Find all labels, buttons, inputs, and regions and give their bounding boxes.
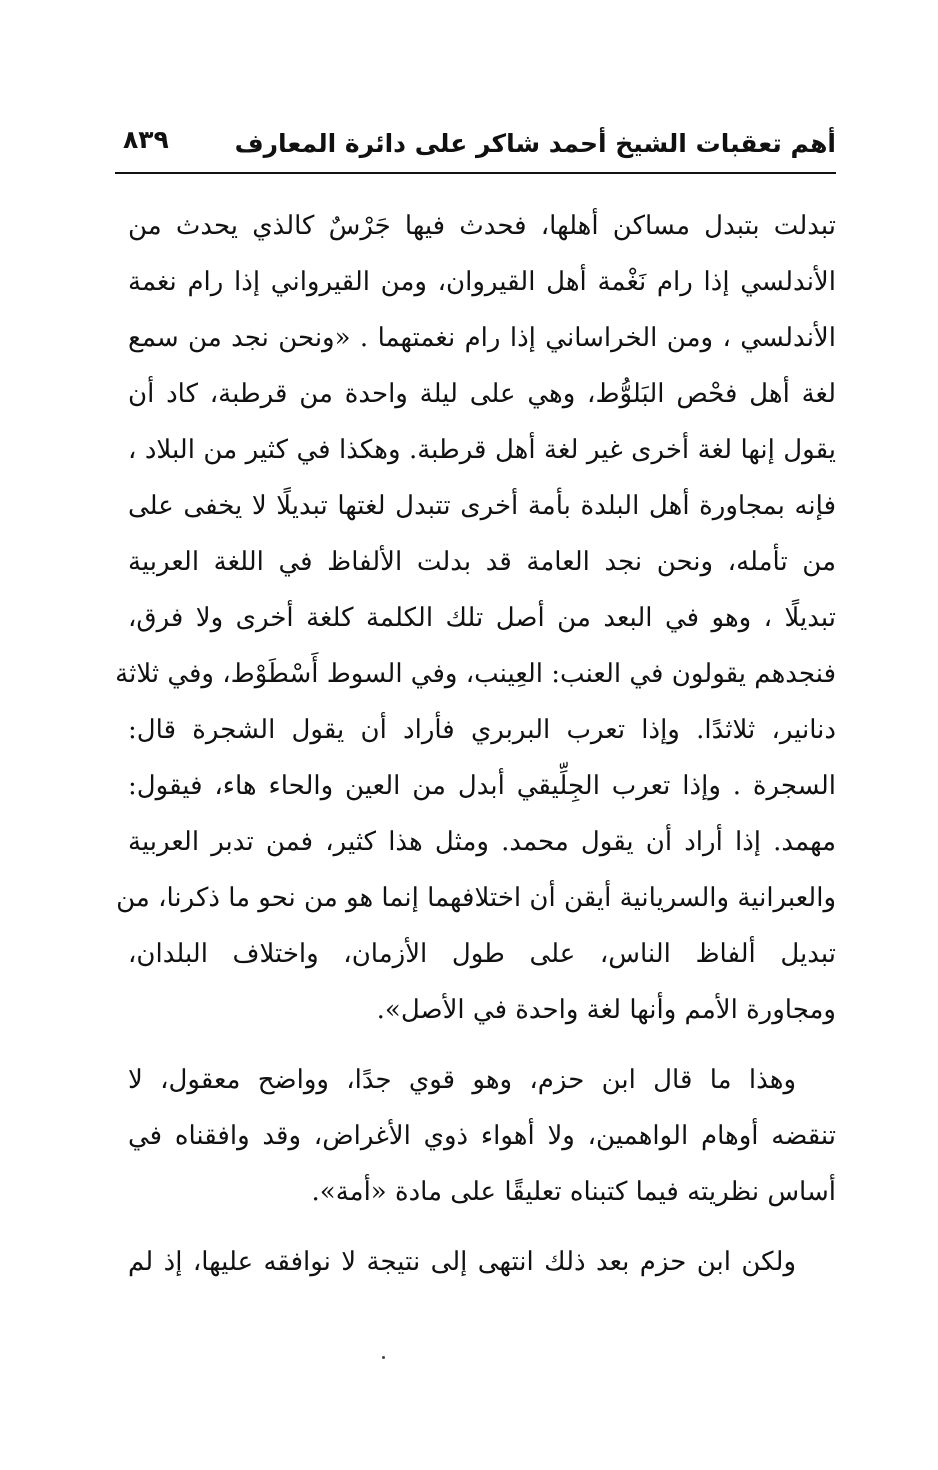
page-number: ٨٣٩: [123, 125, 169, 154]
text-line: تبديل ألفاظ الناس، على طول الأزمان، واختلاف البلدان،: [128, 939, 836, 969]
text-line: وهذا ما قال ابن حزم، وهو قوي جدًا، وواضح معقول، لا: [128, 1065, 796, 1095]
text-line: مهمد. إذا أراد أن يقول محمد. ومثل هذا كثير، فمن تدبر العربية: [128, 827, 836, 857]
page-header: [115, 118, 836, 174]
text-line: من تأمله، ونحن نجد العامة قد بدلت الألفاظ في اللغة العربية: [128, 547, 836, 577]
running-title: أهم تعقبات الشيخ أحمد شاكر على دائرة المعارف: [234, 129, 836, 158]
paragraph-spacer: [128, 1038, 836, 1052]
text-line: لغة أهل فحْص البَلوُّط، وهي على ليلة واحدة من قرطبة، كاد أن: [128, 379, 836, 409]
text-line: فإنه بمجاورة أهل البلدة بأمة أخرى تتبدل لغتها تبديلًا لا يخفى على: [128, 491, 836, 521]
text-line: يقول إنها لغة أخرى غير لغة أهل قرطبة. وهكذا في كثير من البلاد ،: [128, 435, 837, 465]
text-line: فنجدهم يقولون في العنب: العِينب، وفي السوط أَسْطَوْط، وفي ثلاثة: [115, 659, 836, 689]
text-line: الأندلسي إذا رام نَغْمة أهل القيروان، ومن القيرواني إذا رام نغمة: [128, 267, 836, 297]
text-line: تبدلت بتبدل مساكن أهلها، فحدث فيها جَرْسٌ كالذي يحدث من: [128, 211, 836, 241]
text-line: والعبرانية والسريانية أيقن أن اختلافهما إنما هو من نحو ما ذكرنا، من: [116, 883, 836, 913]
text-line: السجرة . وإذا تعرب الجِلِّيقي أبدل من العين والحاء هاء، فيقول:: [128, 771, 836, 801]
text-line: الأندلسي ، ومن الخراساني إذا رام نغمتهما . «ونحن نجد من سمع: [128, 323, 836, 353]
paragraph-2: [128, 1052, 836, 1220]
text-line: تبديلًا ، وهو في البعد من أصل تلك الكلمة كلغة أخرى ولا فرق،: [128, 603, 836, 633]
paragraph-1: [115, 198, 837, 1038]
paragraph-3: [128, 1234, 836, 1290]
text-line: ومجاورة الأمم وأنها لغة واحدة في الأصل».: [376, 995, 836, 1025]
text-line: أساس نظريته فيما كتبناه تعليقًا على مادة «أمة».: [311, 1177, 836, 1207]
page-mark-dot: [382, 1356, 385, 1359]
page-body: [115, 198, 837, 1290]
text-line: دنانير، ثلاثدًا. وإذا تعرب البربري فأراد أن يقول الشجرة قال:: [128, 715, 836, 745]
paragraph-spacer: [128, 1220, 836, 1234]
text-line: ولكن ابن حزم بعد ذلك انتهى إلى نتيجة لا نوافقه عليها، إذ لم: [128, 1247, 796, 1277]
text-line: تنقضه أوهام الواهمين، ولا أهواء ذوي الأغراض، وقد وافقناه في: [128, 1121, 836, 1151]
header-divider: [115, 172, 836, 174]
